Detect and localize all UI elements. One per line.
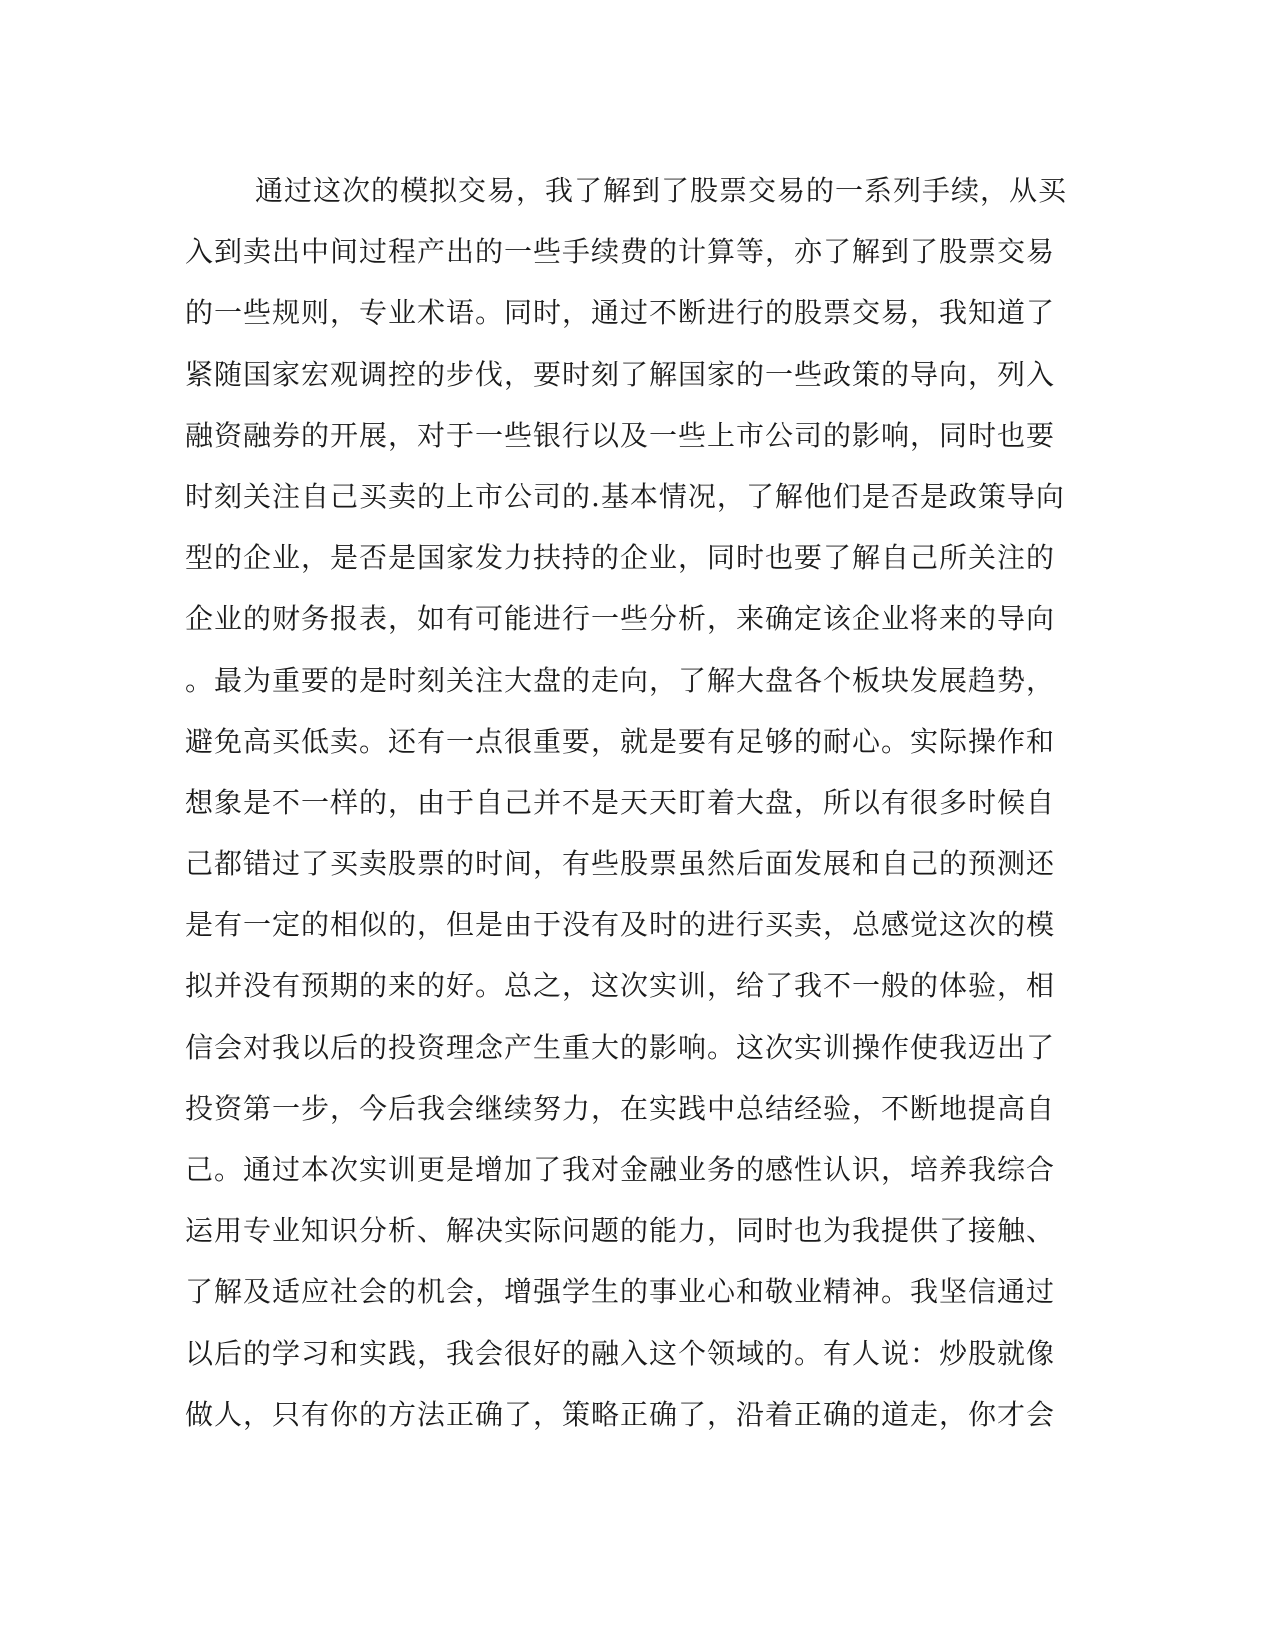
paragraph-line-12: 己都错过了买卖股票的时间，有些股票虽然后面发展和自己的预测还 <box>185 847 1056 881</box>
paragraph-line-21: 做人，只有你的方法正确了，策略正确了，沿着正确的道走，你才会 <box>185 1397 1056 1431</box>
paragraph-line-15: 信会对我以后的投资理念产生重大的影响。这次实训操作使我迈出了 <box>185 1030 1056 1064</box>
paragraph-line-9: 。最为重要的是时刻关注大盘的走向，了解大盘各个板块发展趋势， <box>185 663 1056 697</box>
paragraph-line-13: 是有一定的相似的，但是由于没有及时的进行买卖，总感觉这次的模 <box>185 908 1056 942</box>
paragraph-line-16: 投资第一步，今后我会继续努力，在实践中总结经验，不断地提高自 <box>185 1091 1056 1125</box>
paragraph-line-17: 己。通过本次实训更是增加了我对金融业务的感性认识，培养我综合 <box>185 1153 1056 1186</box>
paragraph-line-20: 以后的学习和实践，我会很好的融入这个领域的。有人说：炒股就像 <box>185 1336 1056 1370</box>
paragraph-line-1: 通过这次的模拟交易，我了解到了股票交易的一系列手续，从买 <box>255 174 1068 207</box>
paragraph-line-4: 紧随国家宏观调控的步伐，要时刻了解国家的一些政策的导向，列入 <box>185 357 1056 391</box>
paragraph-line-5: 融资融券的开展，对于一些银行以及一些上市公司的影响，同时也要 <box>185 418 1056 452</box>
paragraph-line-7: 型的企业，是否是国家发力扶持的企业，同时也要了解自己所关注的 <box>185 541 1056 575</box>
paragraph-line-19: 了解及适应社会的机会，增强学生的事业心和敬业精神。我坚信通过 <box>185 1275 1056 1309</box>
paragraph-line-8: 企业的财务报表，如有可能进行一些分析，来确定该企业将来的导向 <box>185 602 1056 636</box>
paragraph <box>185 160 1068 1445</box>
paragraph-line-2: 入到卖出中间过程产出的一些手续费的计算等，亦了解到了股票交易 <box>185 235 1056 269</box>
paragraph-line-18: 运用专业知识分析、解决实际问题的能力，同时也为我提供了接触、 <box>185 1214 1056 1248</box>
paragraph-line-10: 避免高买低卖。还有一点很重要，就是要有足够的耐心。实际操作和 <box>185 724 1056 758</box>
paragraph-line-14: 拟并没有预期的来的好。总之，这次实训，给了我不一般的体验，相 <box>185 969 1056 1003</box>
paragraph-line-3: 的一些规则，专业术语。同时，通过不断进行的股票交易，我知道了 <box>185 296 1056 330</box>
paragraph-line-11: 想象是不一样的，由于自己并不是天天盯着大盘，所以有很多时候自 <box>185 785 1056 819</box>
paragraph-line-6: 时刻关注自己买卖的上市公司的.基本情况，了解他们是否是政策导向 <box>185 479 1065 513</box>
